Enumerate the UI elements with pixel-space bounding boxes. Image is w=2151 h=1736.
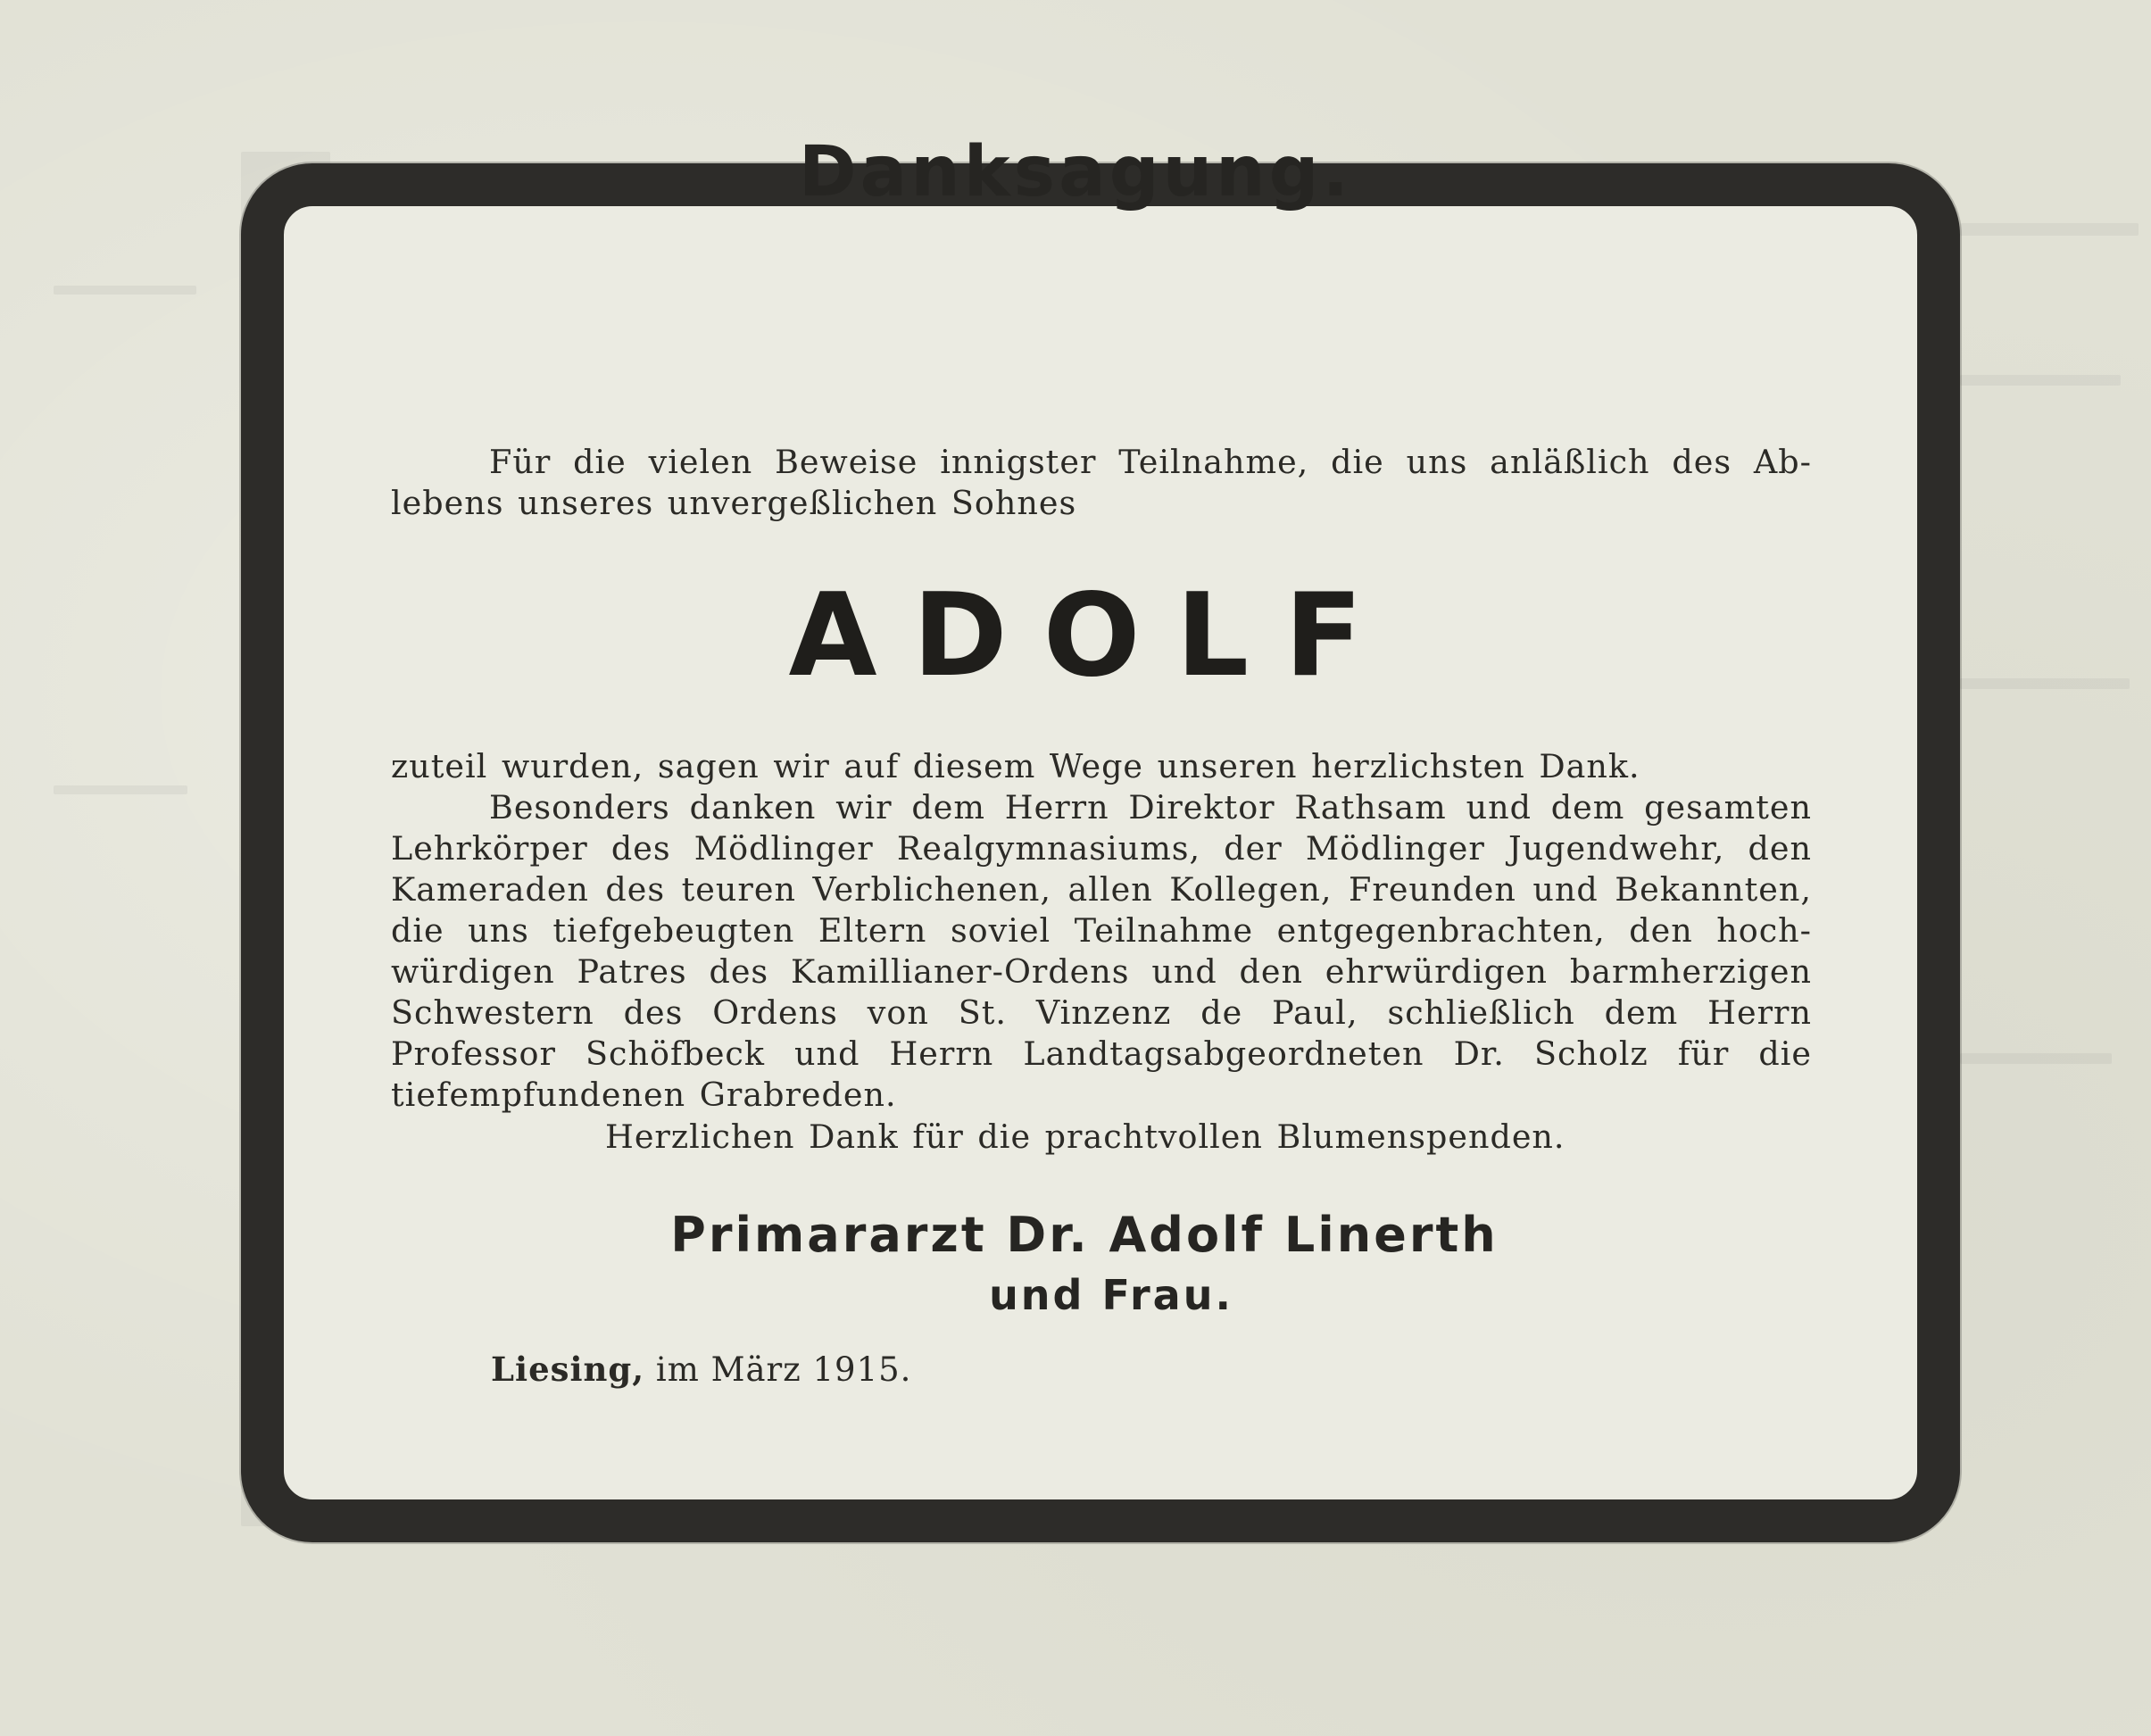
intro-line-1: Für die vielen Beweise innigster Teilnahme, die uns anläßlich des Ab- bbox=[489, 443, 1812, 481]
deceased-name: ADOLF bbox=[788, 569, 1399, 702]
signature-name: Primararzt Dr. Adolf Linerth bbox=[670, 1207, 1499, 1263]
closing-line: Herzlichen Dank für die prachtvollen Blumenspenden. bbox=[605, 1117, 1565, 1156]
bleed-through-mark bbox=[54, 785, 187, 794]
bleed-through-mark bbox=[1960, 1053, 2112, 1064]
body-line-2: Besonders danken wir dem Herrn Direktor Rathsam und dem gesamten bbox=[489, 788, 1812, 826]
notice-title: Danksagung. bbox=[798, 132, 1353, 212]
body-line-7: Schwestern des Ordens von St. Vinzenz de Paul, schließlich dem Herrn bbox=[391, 993, 1812, 1032]
place: Liesing, bbox=[491, 1350, 645, 1389]
bleed-through-mark bbox=[1960, 375, 2121, 386]
body-line-8: Professor Schöfbeck und Herrn Landtagsabgeordneten Dr. Scholz für die bbox=[391, 1034, 1812, 1073]
signature-subtitle: und Frau. bbox=[989, 1271, 1233, 1319]
bleed-through-mark bbox=[1960, 223, 2139, 236]
intro-line-2: lebens unseres unvergeßlichen Sohnes bbox=[391, 484, 1077, 522]
date: im März 1915. bbox=[655, 1350, 912, 1389]
body-line-5: die uns tiefgebeugten Eltern soviel Teilnahme entgegenbrachten, den hoch- bbox=[391, 911, 1812, 950]
body-line-4: Kameraden des teuren Verblichenen, allen Kollegen, Freunden und Bekannten, bbox=[391, 870, 1812, 909]
body-line-6: würdigen Patres des Kamillianer-Ordens und den ehrwürdigen barmherzigen bbox=[391, 952, 1812, 991]
body-line-1: zuteil wurden, sagen wir auf diesem Wege unseren herzlichsten Dank. bbox=[391, 747, 1640, 785]
place-date-line bbox=[491, 1350, 911, 1389]
body-line-9: tiefempfundenen Grabreden. bbox=[391, 1076, 897, 1114]
bleed-through-mark bbox=[54, 286, 196, 295]
body-line-3: Lehrkörper des Mödlinger Realgymnasiums, der Mödlinger Jugendwehr, den bbox=[391, 829, 1812, 868]
